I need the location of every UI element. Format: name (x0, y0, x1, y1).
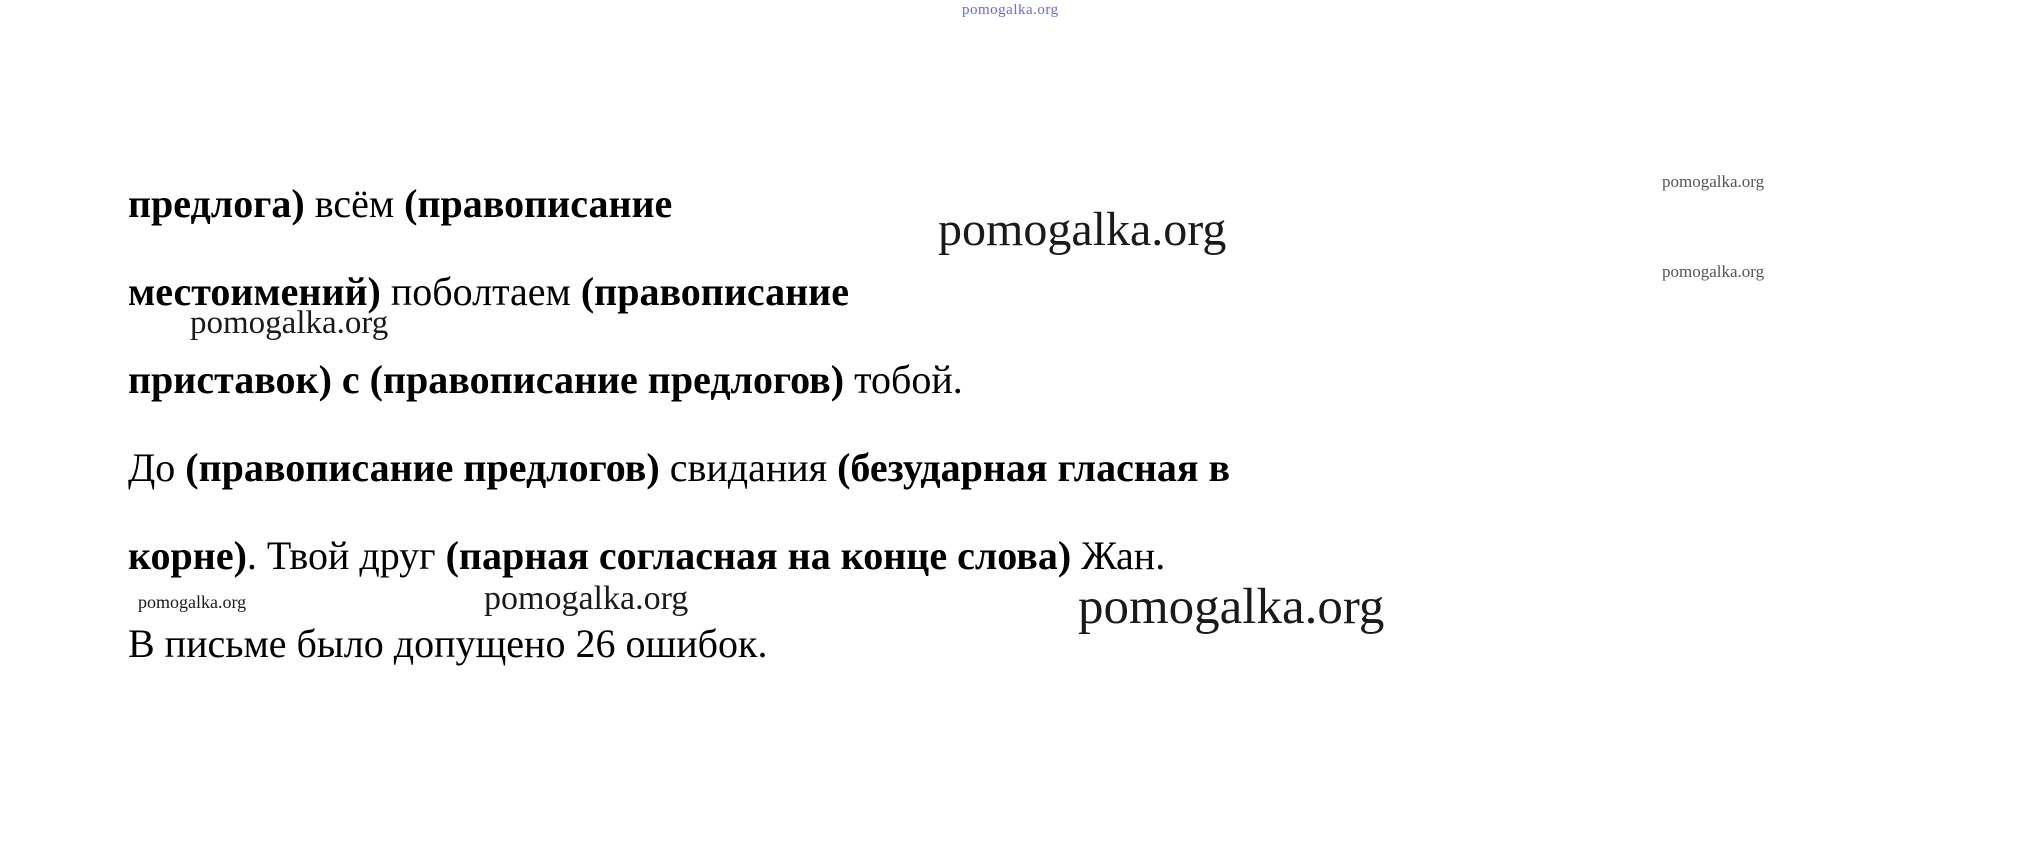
text-run: . Твой друг (246, 533, 446, 578)
text-line (128, 600, 1828, 688)
watermark-big-right: pomogalka.org (938, 203, 1227, 256)
text-line (128, 160, 1828, 248)
watermark-small-right-upper: pomogalka.org (1662, 172, 1765, 191)
watermark-big-bottom: pomogalka.org (1078, 579, 1385, 635)
text-line (128, 424, 1828, 512)
watermark-top: pomogalka.org (962, 2, 1059, 18)
text-line (128, 248, 1828, 336)
text-line (128, 512, 1828, 600)
text-run: свидания (669, 445, 838, 490)
text-run: (правописание (580, 269, 849, 314)
document-text-block (128, 160, 1828, 688)
text-run: (парная согласная на конце слова) (445, 533, 1082, 578)
text-run: (правописание предлогов) (185, 445, 670, 490)
text-run: предлога) (128, 181, 315, 226)
text-run: приставок) с (правописание предлогов) (128, 357, 855, 402)
text-run: В письме было допущено 26 ошибок. (128, 621, 768, 666)
text-run: поболтаем (390, 269, 581, 314)
watermark-small-bottom-left: pomogalka.org (138, 592, 247, 612)
text-run: До (128, 445, 186, 490)
watermark-mid-left: pomogalka.org (190, 305, 389, 341)
text-run: местоимений) (128, 269, 391, 314)
text-run: (правописание (404, 181, 673, 226)
text-run: тобой. (854, 357, 963, 402)
text-run: корне) (128, 533, 247, 578)
text-run: всём (314, 181, 405, 226)
text-run: Жан. (1081, 533, 1166, 578)
text-line (128, 336, 1828, 424)
watermark-mid-bottom: pomogalka.org (484, 580, 689, 617)
watermark-small-right-lower: pomogalka.org (1662, 262, 1765, 281)
text-run: (безударная гласная в (837, 445, 1231, 490)
